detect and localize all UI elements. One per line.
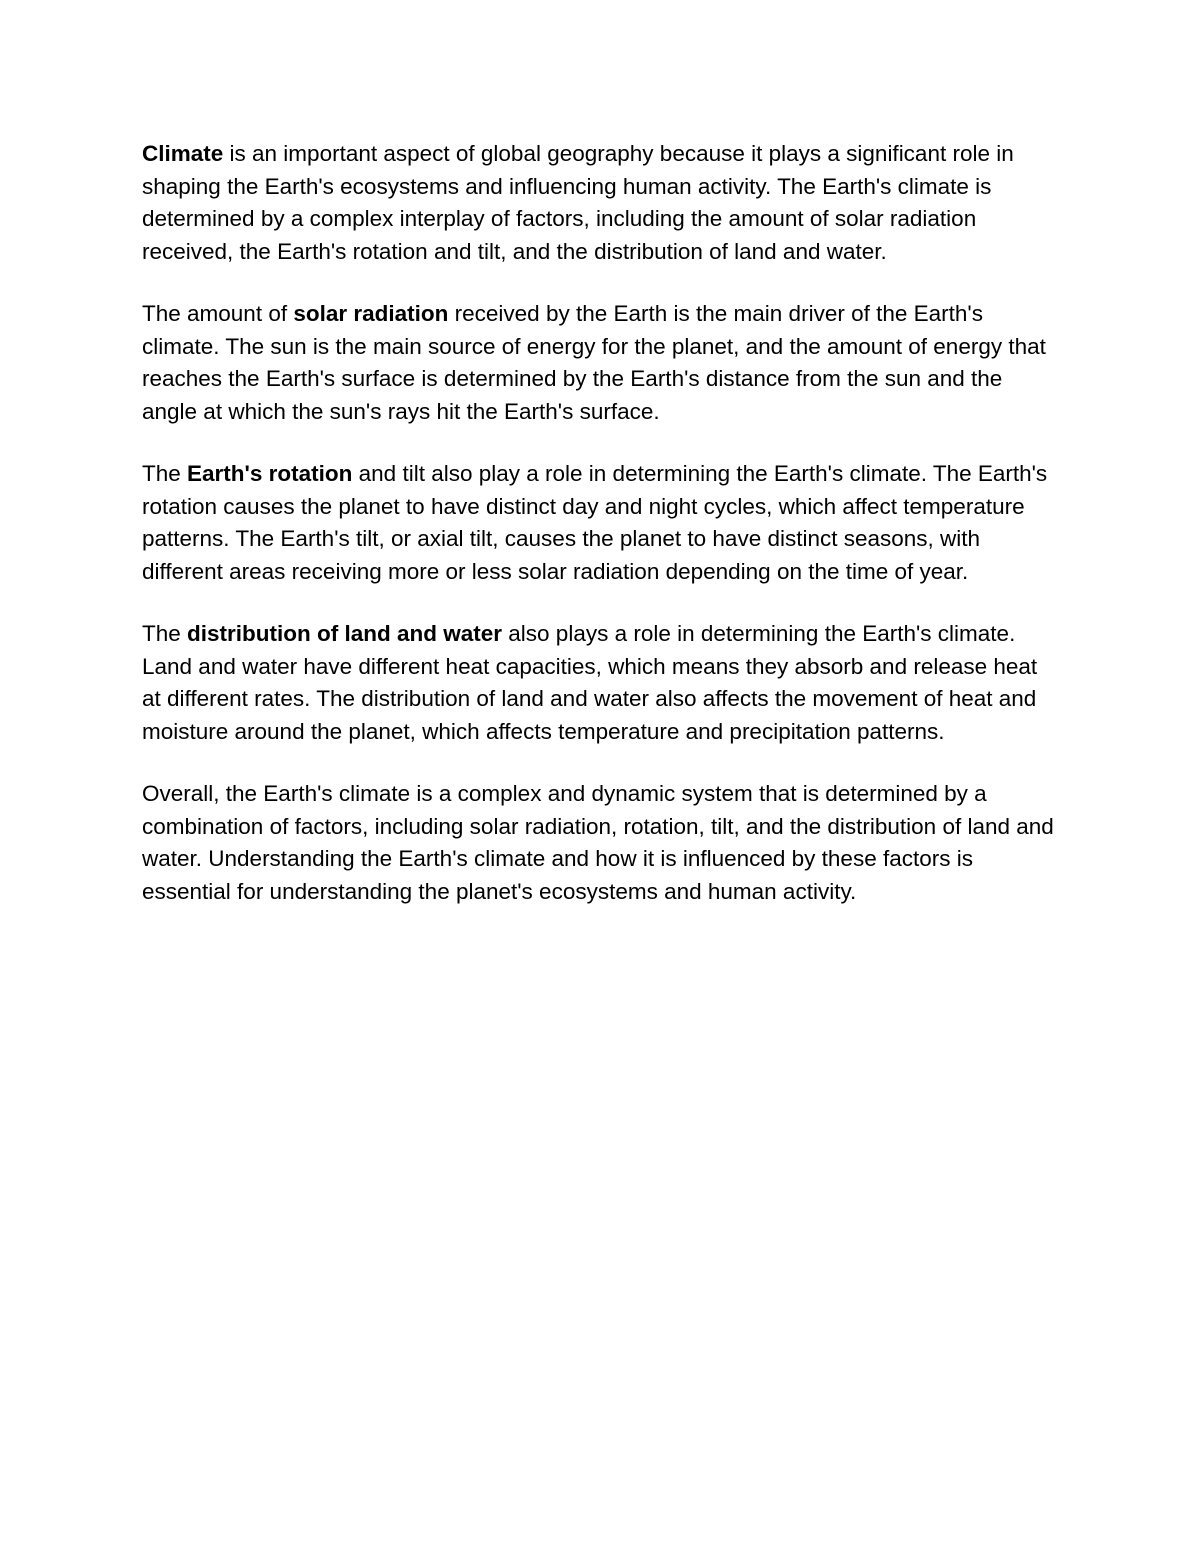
paragraph-text-before: The	[142, 461, 188, 486]
bold-term-solar-radiation: solar radiation	[293, 301, 449, 326]
bold-term-earths-rotation: Earth's rotation	[187, 461, 353, 486]
bold-term-climate: Climate	[142, 141, 224, 166]
paragraph-text-before: The	[142, 621, 188, 646]
paragraph-text-before: The amount of	[142, 301, 294, 326]
bold-term-distribution-of-land-and-water: distribution of land and water	[187, 621, 503, 646]
paragraph-climate	[142, 138, 1058, 268]
document-body	[142, 138, 1058, 938]
paragraph-text-after: received by the Earth is the main driver of the Earth's climate. The sun is the main source of energy for the planet, and the amount of energy that reaches the Earth's surface is determined by the Earth's distance from the sun and the angle at which the sun's rays hit the Earth's surface.	[142, 301, 1046, 424]
paragraph-text: Overall, the Earth's climate is a complex and dynamic system that is determined by a combination of factors, including solar radiation, rotation, tilt, and the distribution of land and water. Understanding the Earth's climate and how it is influenced by these factors is essential for understanding the planet's ecosystems and human activity.	[142, 781, 1054, 904]
paragraph-text-after: and tilt also play a role in determining the Earth's climate. The Earth's rotation causes the planet to have distinct day and night cycles, which affect temperature patterns. The Earth's tilt, or axial tilt, causes the planet to have distinct seasons, with different areas receiving more or less solar radiation depending on the time of year.	[142, 461, 1048, 584]
paragraph-text-after: is an important aspect of global geography because it plays a significant role in shaping the Earth's ecosystems and influencing human activity. The Earth's climate is determined by a complex interplay of factors, including the amount of solar radiation received, the Earth's rotation and tilt, and the distribution of land and water.	[142, 141, 1014, 264]
paragraph-land-and-water	[142, 618, 1058, 748]
paragraph-overall	[142, 778, 1058, 908]
paragraph-solar-radiation	[142, 298, 1058, 428]
paragraph-earths-rotation	[142, 458, 1058, 588]
paragraph-text-after: also plays a role in determining the Earth's climate. Land and water have different heat capacities, which means they absorb and release heat at different rates. The distribution of land and water also affects the movement of heat and moisture around the planet, which affects temperature and precipitation patterns.	[142, 621, 1038, 744]
